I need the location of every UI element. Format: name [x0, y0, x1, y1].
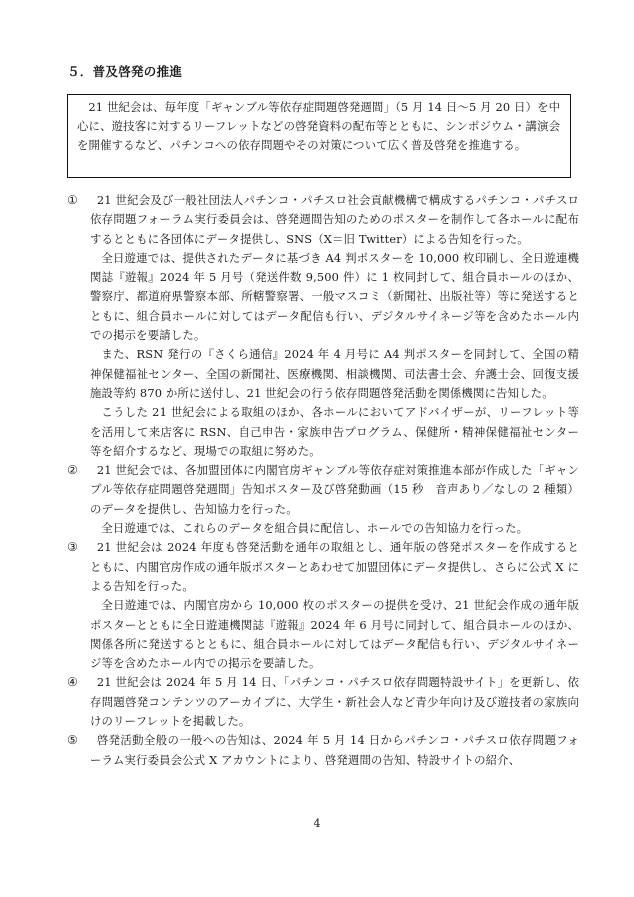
section-heading: ５．普及啓発の推進	[67, 64, 183, 79]
item-number: ②	[67, 463, 78, 478]
summary-text: 21 世紀会は、毎年度「ギャンブル等依存症問題啓発週間」（5 月 14 日～5 月 20 日）を中心に、遊技客に対するリーフレットなどの啓発資料の配布等とともに、シンポジウム・講演会を開催するなど、パチンコへの依存問題やその対策について広く普及啓発を推進する。	[77, 100, 561, 153]
numbered-list	[67, 191, 579, 770]
item-paragraph: こうした 21 世紀会による取組のほか、各ホールにおいてアドバイザーが、リーフレット等を活用して来店客に RSN、自己申告・家族申告プログラム、保健所・精神保健福祉センター等を紹介するなど、現場での取組に努めた。	[90, 405, 579, 458]
page-number: 4	[313, 817, 321, 830]
list-item-4	[67, 673, 579, 731]
item-paragraph: 全日遊連では、これらのデータを組合員に配信し、ホールでの告知協力を行った。	[101, 521, 529, 536]
item-number: ①	[67, 193, 78, 207]
item-paragraph: 21 世紀会では、各加盟団体に内閣官房ギャンブル等依存症対策推進本部が作成した「ギャンブル等依存症問題啓発週間」告知ポスター及び啓発動画（15 秒 音声あり／なしの 2 種類）のデータを提供し、告知協力を行った。	[90, 463, 579, 516]
item-paragraph: 21 世紀会及び一般社団法人パチンコ・パチスロ社会貢献機構で構成するパチンコ・パチスロ依存問題フォーラム実行委員会は、啓発週間告知のためのポスターを制作して各ホールに配布するとともに各団体にデータ提供し、SNS（X＝旧 Twitter）による告知を行った。	[90, 193, 579, 246]
item-paragraph: 全日遊連では、提供されたデータに基づき A4 判ポスターを 10,000 枚印刷し、全日遊連機関誌『遊報』2024 年 5 月号（発送件数 9,500 件）に 1 枚同封して、組合員ホールのほか、警察庁、都道府県警察本部、所轄警察署、一般マスコミ（新聞社、出版社等）等に発送するとともに、組合員ホールに対してはデータ配信も行い、デジタルサイネージ等を含めたホール内での掲示を要請した。	[90, 250, 579, 343]
item-number: ④	[67, 675, 78, 690]
item-paragraph: 啓発活動全般の一般への告知は、2024 年 5 月 14 日からパチンコ・パチスロ依存問題フォーラム実行委員会公式 X アカウントにより、啓発週間の告知、特設サイトの紹介、	[90, 733, 579, 767]
item-paragraph: 全日遊連では、内閣官房から 10,000 枚のポスターの提供を受け、21 世紀会作成の通年版ポスターとともに全日遊連機関誌『遊報』2024 年 6 月号に同封して、組合員ホールのほか、関係各所に発送するとともに、組合員ホールに対してはデータ配信も行い、デジタルサイネージ等を含めたホール内での掲示を要請した。	[90, 598, 579, 671]
item-number: ③	[67, 540, 78, 555]
list-item-5	[67, 731, 579, 770]
item-paragraph: また、RSN 発行の『さくら通信』2024 年 4 月号に A4 判ポスターを同封して、全国の精神保健福祉センター、全国の新聞社、医療機関、相談機関、司法書士会、弁護士会、回復支援施設等約 870 か所に送付し、21 世紀会の行う依存問題啓発活動を関係機関に告知した。	[90, 347, 579, 400]
item-paragraph: 21 世紀会は 2024 年度も啓発活動を通年の取組とし、通年版の啓発ポスターを作成するとともに、内閣官房作成の通年版ポスターとあわせて加盟団体にデータ提供し、さらに公式 X による告知を行った。	[90, 540, 579, 593]
list-item-1	[67, 191, 579, 461]
list-item-2	[67, 461, 579, 538]
item-number: ⑤	[67, 733, 78, 748]
item-paragraph: 21 世紀会は 2024 年 5 月 14 日、「パチンコ・パチスロ依存問題特設サイト」を更新し、依存問題啓発コンテンツのアーカイブに、大学生・新社会人など青少年向け及び遊技者の家族向けのリーフレットを掲載した。	[90, 675, 579, 729]
list-item-3	[67, 538, 579, 673]
summary-box	[67, 94, 571, 178]
